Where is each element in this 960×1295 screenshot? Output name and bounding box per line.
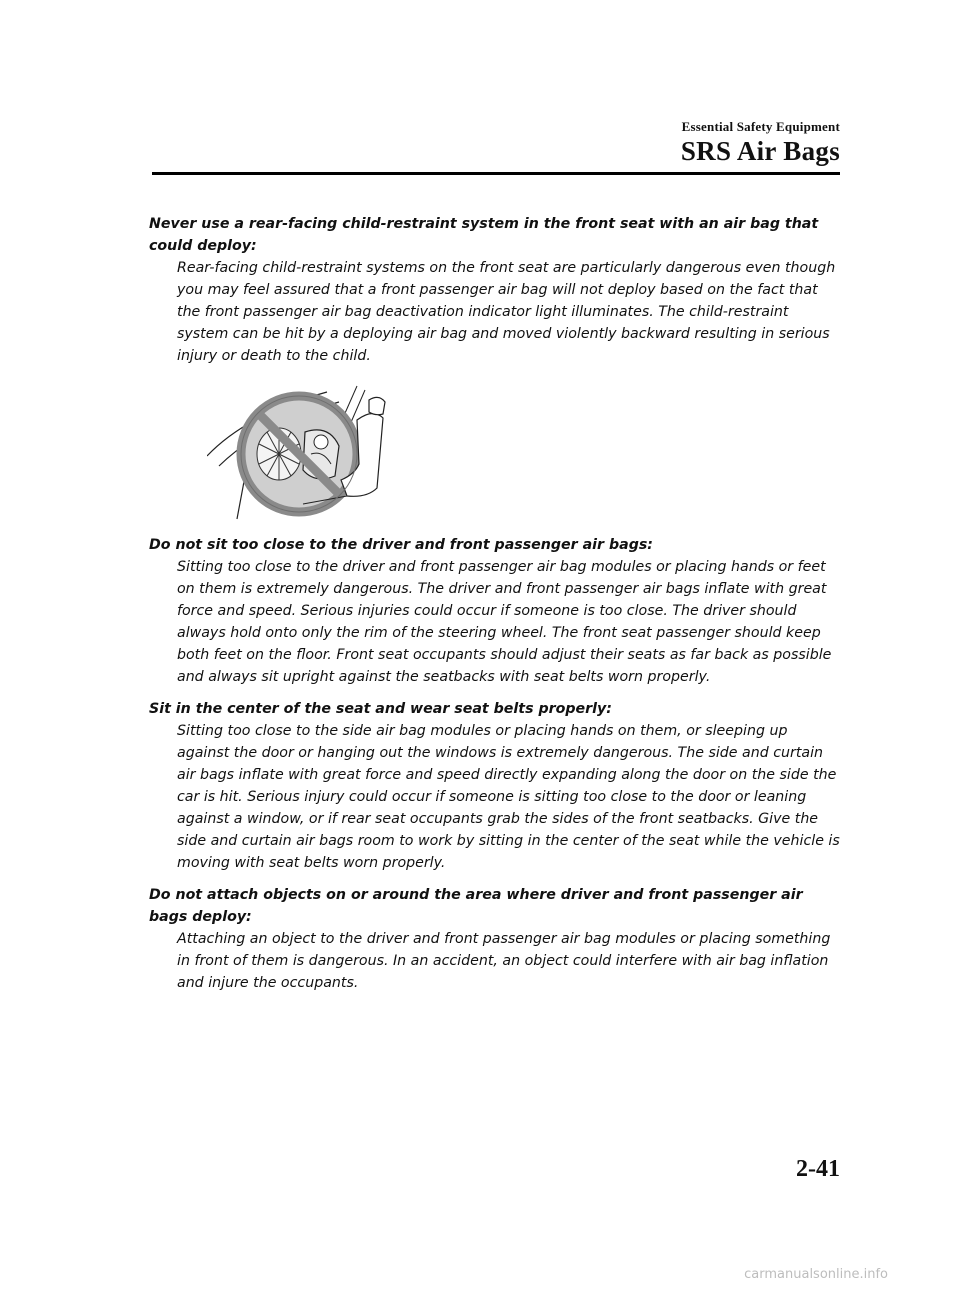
warning-heading: Never use a rear-facing child-restraint system in the front seat with an air bag that could deploy: <box>149 216 819 254</box>
section-label: Essential Safety Equipment <box>681 119 840 134</box>
warning-body: Sitting too close to the side air bag modules or placing hands on them, or sleeping up against the door or hanging out the windows is extremely dangerous. The side and curtain air bags inflate with great force and speed directly expanding along the door on the side the car is hit. Serious injury could occur if someone is sitting too close to the door or leaning against a window, or if rear seat occupants grab the sides of the front seatbacks. Give the side and curtain air bags room to work by sitting in the center of the seat while the vehicle is moving with seat belts worn properly. <box>177 723 840 871</box>
warning-block-rear-facing <box>149 213 844 367</box>
warning-body: Rear-facing child-restraint systems on the front seat are particularly dangerous even though you may feel assured that a front passenger air bag will not deploy based on the fact that the front passenger air bag deactivation indicator light illuminates. The child-restraint system can be hit by a deploying air bag and moved violently backward resulting in serious injury or death to the child. <box>177 260 836 364</box>
warning-body: Sitting too close to the driver and front passenger air bag modules or placing hands or feet on them is extremely dangerous. The driver and front passenger air bags inflate with great force and speed. Serious injuries could occur if someone is too close. The driver should always hold onto only the rim of the steering wheel. The front seat passenger should keep both feet on the floor. Front seat occupants should adjust their seats as far back as possible and always sit upright against the seatbacks with seat belts worn properly. <box>177 559 832 685</box>
main-content <box>149 213 844 1004</box>
warning-heading: Do not sit too close to the driver and front passenger air bags: <box>149 537 653 553</box>
header-divider <box>152 172 840 175</box>
warning-block-center-seat <box>149 698 844 874</box>
warning-block-sit-close <box>149 534 844 688</box>
warning-block-attach-objects <box>149 884 844 994</box>
page-number: 2-41 <box>796 1156 840 1182</box>
site-watermark[interactable]: carmanualsonline.info <box>744 1267 888 1282</box>
warning-heading: Sit in the center of the seat and wear seat belts properly: <box>149 701 612 717</box>
warning-body: Attaching an object to the driver and front passenger air bag modules or placing something in front of them is dangerous. In an accident, an object could interfere with air bag inflation and injure the occupants. <box>177 931 831 991</box>
prohibited-rear-facing-child-seat-icon <box>207 384 467 524</box>
warning-heading: Do not attach objects on or around the area where driver and front passenger air bags deploy: <box>149 887 803 925</box>
page-title: SRS Air Bags <box>680 136 840 166</box>
